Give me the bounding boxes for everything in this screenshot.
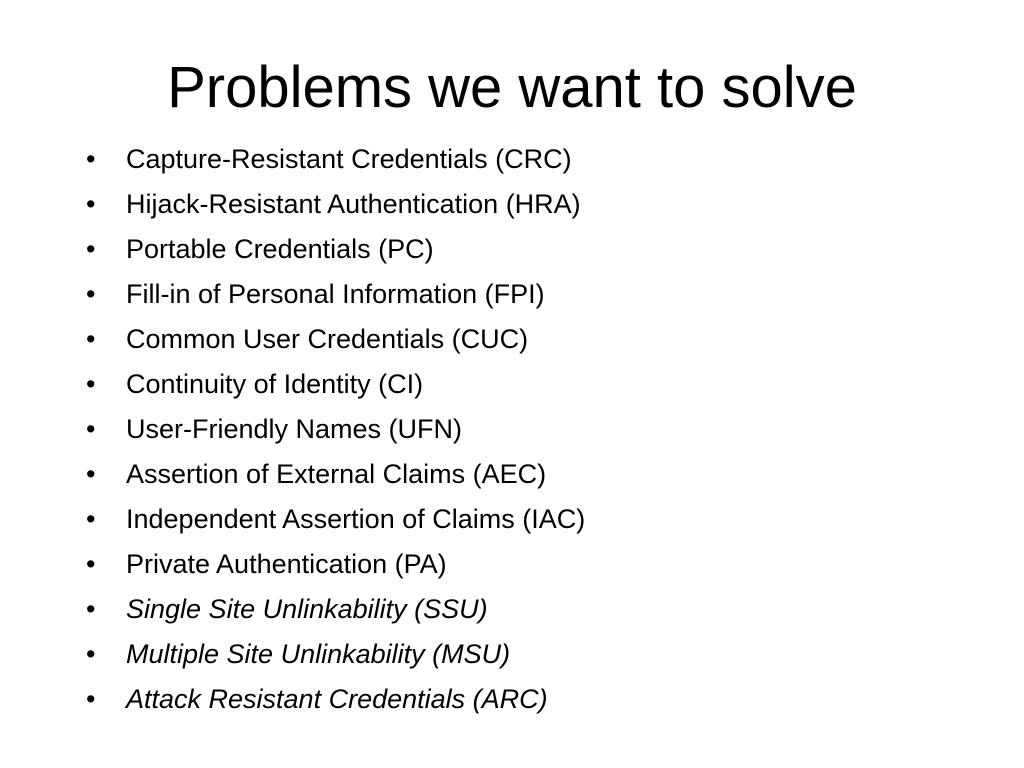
bullet-icon: • — [86, 504, 96, 534]
bullet-item — [86, 542, 986, 587]
bullet-icon: • — [86, 414, 96, 444]
bullet-item — [86, 137, 986, 182]
bullet-icon: • — [86, 189, 96, 219]
bullet-item — [86, 227, 986, 272]
bullet-item — [86, 182, 986, 227]
bullet-text: Single Site Unlinkability (SSU) — [126, 594, 488, 624]
bullet-icon: • — [86, 369, 96, 399]
bullet-text: Assertion of External Claims (AEC) — [126, 459, 547, 489]
bullet-item — [86, 587, 986, 632]
bullet-icon: • — [86, 594, 96, 624]
bullet-text: Attack Resistant Credentials (ARC) — [126, 684, 548, 714]
slide-title: Problems we want to solve — [167, 55, 857, 120]
bullet-icon: • — [86, 144, 96, 174]
bullet-text: Common User Credentials (CUC) — [126, 324, 529, 354]
bullet-item — [86, 272, 986, 317]
bullet-text: Capture-Resistant Credentials (CRC) — [126, 144, 572, 174]
bullet-text: Continuity of Identity (CI) — [126, 369, 424, 399]
bullet-item — [86, 632, 986, 677]
bullet-item — [86, 317, 986, 362]
bullet-icon: • — [86, 279, 96, 309]
bullet-icon: • — [86, 459, 96, 489]
bullet-text: Private Authentication (PA) — [126, 549, 447, 579]
bullet-text: Independent Assertion of Claims (IAC) — [126, 504, 586, 534]
bullet-text: Portable Credentials (PC) — [126, 234, 434, 264]
bullet-text: Hijack-Resistant Authentication (HRA) — [126, 189, 581, 219]
bullet-icon: • — [86, 324, 96, 354]
bullet-item — [86, 362, 986, 407]
bullet-list — [86, 137, 986, 722]
bullet-item — [86, 407, 986, 452]
bullet-icon: • — [86, 549, 96, 579]
bullet-icon: • — [86, 234, 96, 264]
bullet-item — [86, 497, 986, 542]
bullet-text: Multiple Site Unlinkability (MSU) — [126, 639, 511, 669]
bullet-item — [86, 452, 986, 497]
bullet-text: User-Friendly Names (UFN) — [126, 414, 463, 444]
bullet-item — [86, 677, 986, 722]
bullet-text: Fill-in of Personal Information (FPI) — [126, 279, 545, 309]
bullet-icon: • — [86, 639, 96, 669]
bullet-icon: • — [86, 684, 96, 714]
